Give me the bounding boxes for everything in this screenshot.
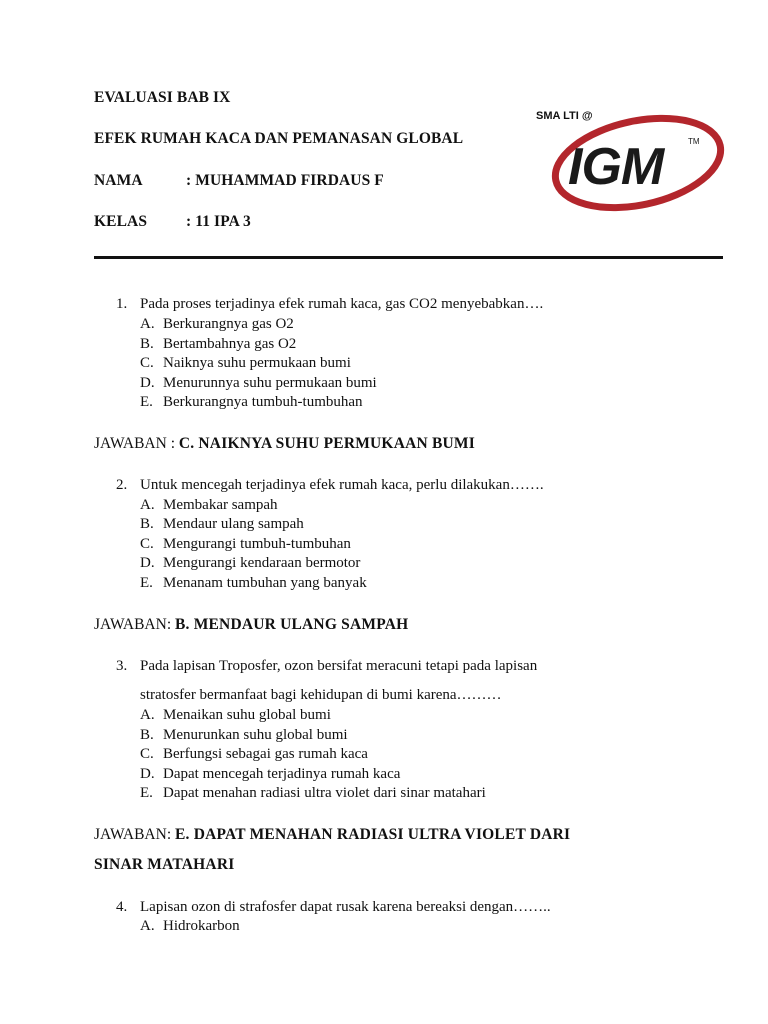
question-text: Untuk mencegah terjadinya efek rumah kaca, perlu dilakukan……. — [140, 477, 544, 493]
answer-3-continuation — [94, 856, 234, 874]
answer-text: B. MENDAUR ULANG SAMPAH — [175, 616, 409, 633]
option-text: Mengurangi kendaraan bermotor — [163, 555, 361, 571]
answer-1 — [94, 435, 475, 453]
answer-text: C. NAIKNYA SUHU PERMUKAAN BUMI — [178, 435, 475, 452]
option-letter: E. — [140, 394, 153, 410]
answer-2 — [94, 616, 408, 634]
option-letter: C. — [140, 746, 154, 762]
question-4 — [116, 898, 551, 918]
answer-label: JAWABAN : — [94, 435, 179, 452]
option-3a — [140, 706, 331, 726]
option-letter: C. — [140, 536, 154, 552]
name-row — [94, 172, 384, 190]
option-text: Naiknya suhu permukaan bumi — [163, 355, 351, 371]
option-4a — [140, 917, 240, 937]
question-number: 4. — [116, 899, 128, 915]
answer-text: SINAR MATAHARI — [94, 856, 235, 873]
question-text: Pada lapisan Troposfer, ozon bersifat meracuni tetapi pada lapisan — [140, 658, 538, 674]
option-2b — [140, 515, 304, 535]
class-value: : 11 IPA 3 — [186, 213, 251, 230]
option-letter: A. — [140, 707, 155, 723]
option-letter: C. — [140, 355, 154, 371]
option-2e — [140, 574, 367, 594]
option-text: Bertambahnya gas O2 — [163, 336, 297, 352]
answer-text: E. DAPAT MENAHAN RADIASI ULTRA VIOLET DARI — [175, 826, 571, 843]
option-letter: B. — [140, 336, 154, 352]
question-3-continuation: stratosfer bermanfaat bagi kehidupan di bumi karena……… — [140, 687, 502, 703]
document-title: EVALUASI BAB IX — [94, 89, 231, 106]
option-1c — [140, 354, 351, 374]
option-1d — [140, 374, 377, 394]
option-text: Dapat mencegah terjadinya rumah kaca — [163, 766, 401, 782]
class-row — [94, 213, 251, 231]
option-text: Mengurangi tumbuh-tumbuhan — [163, 536, 351, 552]
option-letter: A. — [140, 497, 155, 513]
question-3 — [116, 657, 537, 677]
option-letter: E. — [140, 785, 153, 801]
option-3e — [140, 784, 486, 804]
header-divider — [94, 256, 723, 259]
option-letter: D. — [140, 555, 155, 571]
option-text: Membakar sampah — [163, 497, 278, 513]
name-label: NAMA — [94, 172, 143, 189]
option-3c — [140, 745, 368, 765]
school-logo — [530, 108, 730, 218]
logo-caption: SMA LTI @ — [536, 110, 593, 122]
answer-label: JAWABAN: — [94, 616, 175, 633]
option-1a — [140, 315, 294, 335]
name-value: : MUHAMMAD FIRDAUS F — [186, 172, 384, 189]
option-2d — [140, 554, 360, 574]
option-text: Menurunkan suhu global bumi — [163, 727, 348, 743]
option-text: Berfungsi sebagai gas rumah kaca — [163, 746, 368, 762]
option-3d — [140, 765, 400, 785]
logo-igm-text: IGM — [568, 138, 664, 196]
option-letter: B. — [140, 727, 154, 743]
question-1 — [116, 295, 543, 315]
option-letter: E. — [140, 575, 153, 591]
question-number: 1. — [116, 296, 128, 312]
option-text: Hidrokarbon — [163, 918, 240, 934]
option-text: Mendaur ulang sampah — [163, 516, 304, 532]
question-text: Lapisan ozon di strafosfer dapat rusak karena bereaksi dengan…….. — [140, 899, 551, 915]
option-letter: D. — [140, 375, 155, 391]
question-text: Pada proses terjadinya efek rumah kaca, gas CO2 menyebabkan…. — [140, 296, 544, 312]
option-1b — [140, 335, 296, 355]
option-1e — [140, 393, 363, 413]
igm-logo-graphic — [530, 108, 730, 218]
question-number: 3. — [116, 658, 128, 674]
option-text: Dapat menahan radiasi ultra violet dari sinar matahari — [163, 785, 486, 801]
option-text: Berkurangnya gas O2 — [163, 316, 294, 332]
logo-tm-mark: TM — [688, 137, 700, 146]
option-text: Berkurangnya tumbuh-tumbuhan — [163, 394, 363, 410]
answer-3 — [94, 826, 570, 844]
option-text: Menaikan suhu global bumi — [163, 707, 331, 723]
class-label: KELAS — [94, 213, 148, 230]
option-letter: B. — [140, 516, 154, 532]
document-subtitle: EFEK RUMAH KACA DAN PEMANASAN GLOBAL — [94, 130, 464, 147]
question-number: 2. — [116, 477, 128, 493]
option-letter: A. — [140, 316, 155, 332]
option-text: Menanam tumbuhan yang banyak — [163, 575, 367, 591]
option-letter: D. — [140, 766, 155, 782]
option-letter: A. — [140, 918, 155, 934]
option-text: Menurunnya suhu permukaan bumi — [163, 375, 377, 391]
question-2 — [116, 476, 544, 496]
option-2c — [140, 535, 351, 555]
option-2a — [140, 496, 278, 516]
option-3b — [140, 726, 348, 746]
answer-label: JAWABAN: — [94, 826, 175, 843]
